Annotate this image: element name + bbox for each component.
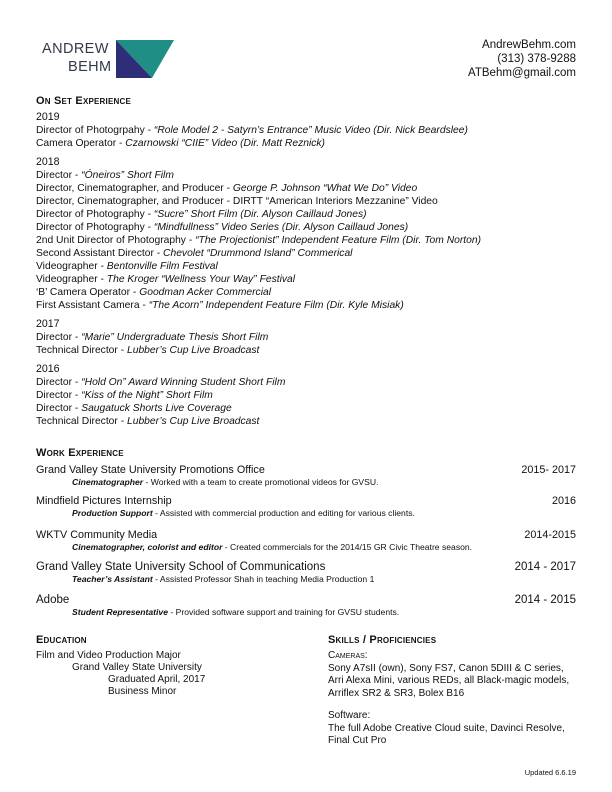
job-org: WKTV Community Media: [36, 529, 158, 541]
logo-name-line2: BEHM: [68, 59, 112, 75]
job-description: - Created commercials for the 2014/15 GR Civic Theatre season.: [222, 542, 473, 552]
logo: [40, 40, 180, 80]
job-role: Cinematographer: [72, 477, 144, 487]
job-role: Student Representative: [72, 607, 168, 617]
job-dates: 2016: [551, 495, 576, 507]
credit-line: Technical Director - Lubber’s Cup Live Broadcast: [36, 416, 260, 427]
skills-title: Skills / Proficiencies: [328, 634, 437, 646]
job-description: - Worked with a team to create promotional videos for GVSU.: [143, 477, 379, 487]
job-role: Teacher’s Assistant: [72, 574, 153, 584]
credit-line: Director of Photography - “Sucre” Short Film (Dir. Alyson Caillaud Jones): [36, 209, 367, 220]
job-description: - Provided software support and training for GVSU students.: [168, 607, 400, 617]
job-org: Grand Valley State University Promotions Office: [36, 464, 265, 476]
job-org: Mindfield Pictures Internship: [36, 495, 172, 507]
job-description: - Assisted with commercial production and editing for various clients.: [152, 508, 415, 518]
education-major: Film and Video Production Major: [36, 650, 181, 661]
education-school: Grand Valley State University: [72, 662, 202, 673]
credit-line: Director, Cinematographer, and Producer - George P. Johnson “What We Do” Video: [36, 183, 418, 194]
credit-line: Director - “Hold On” Award Winning Student Short Film: [36, 377, 286, 388]
credit-line: Director - Saugatuck Shorts Live Coverage: [36, 403, 232, 414]
logo-name-line1: ANDREW: [42, 41, 109, 57]
on-set-list: [36, 111, 581, 428]
credit-line: Director - “Kiss of the Night” Short Film: [36, 390, 213, 401]
job-entry: [36, 529, 576, 553]
updated-date: Updated 6.6.19: [524, 768, 576, 777]
education-details: [36, 650, 205, 698]
year-group-2016: [36, 363, 581, 428]
credit-line: Director of Photogrpahy - “Role Model 2 - Satyrn’s Entrance” Music Video (Dir. Nick Beardslee): [36, 125, 468, 136]
education-minor: Business Minor: [108, 686, 177, 697]
year-label: 2016: [36, 363, 60, 375]
credit-line: Director of Photography - “Mindfullness” Video Series (Dir. Alyson Caillaud Jones): [36, 222, 409, 233]
email-link[interactable]: ATBehm@gmail.com: [468, 67, 576, 79]
website-link[interactable]: AndrewBehm.com: [482, 39, 576, 51]
credit-line: First Assistant Camera - “The Acorn” Independent Feature Film (Dir. Kyle Misiak): [36, 300, 404, 311]
on-set-title: On Set Experience: [36, 95, 131, 107]
job-role: Production Support: [72, 508, 153, 518]
education-title: Education: [36, 634, 87, 646]
credit-line: Director - “Óneiros” Short Film: [36, 170, 174, 181]
software-label: Software:: [328, 710, 371, 721]
year-group-2019: [36, 111, 581, 150]
credit-line: Director - “Marie” Undergraduate Thesis Short Film: [36, 332, 269, 343]
job-dates: 2015- 2017: [521, 464, 576, 476]
job-org: Grand Valley State University School of Communications: [36, 561, 326, 573]
job-entry: [36, 464, 576, 488]
credit-line: 2nd Unit Director of Photography - “The Projectionist” Independent Feature Film (Dir. Tom Norton): [36, 235, 482, 246]
phone-number: (313) 378-9288: [497, 53, 576, 65]
year-label: 2017: [36, 318, 60, 330]
job-description: - Assisted Professor Shah in teaching Media Production 1: [152, 574, 375, 584]
job-dates: 2014-2015: [524, 529, 576, 541]
credit-line: Videographer - The Kroger “Wellness Your Way” Festival: [36, 274, 296, 285]
job-entry: [36, 594, 576, 618]
credit-line: Camera Operator - Czarnowski “CIIE” Video (Dir. Matt Reznick): [36, 138, 325, 149]
job-role: Cinematographer, colorist and editor: [72, 542, 223, 552]
credit-line: Second Assistant Director - Chevolet “Drummond Island” Commerical: [36, 248, 353, 259]
job-dates: 2014 - 2015: [514, 594, 576, 606]
cameras-label: Cameras:: [328, 650, 368, 661]
year-label: 2019: [36, 111, 60, 123]
job-entry: [36, 561, 576, 585]
contact-info: [468, 38, 576, 80]
job-entry: [36, 495, 576, 519]
credit-line: ‘B’ Camera Operator - Goodman Acker Commercial: [36, 287, 272, 298]
education-graduated: Graduated April, 2017: [108, 674, 206, 685]
skills-details: [328, 650, 578, 748]
job-dates: 2014 - 2017: [514, 561, 576, 573]
year-group-2018: [36, 156, 581, 312]
year-group-2017: [36, 318, 581, 357]
credit-line: Technical Director - Lubber’s Cup Live Broadcast: [36, 345, 260, 356]
software-list: The full Adobe Creative Cloud suite, Davinci Resolve, Final Cut Pro: [328, 722, 565, 746]
job-org: Adobe: [36, 594, 70, 606]
credit-line: Videographer - Bentonville Film Festival: [36, 261, 218, 272]
cameras-list: Sony A7sII (own), Sony FS7, Canon 5DIII & C series, Arri Alexa Mini, various REDs, all Black-magic models, Arriflex SR2 & SR3, Bolex B16: [328, 662, 570, 699]
credit-line: Director, Cinematographer, and Producer - DIRTT “American Interiors Mezzanine” Video: [36, 196, 438, 207]
work-experience-title: Work Experience: [36, 447, 124, 459]
year-label: 2018: [36, 156, 60, 168]
